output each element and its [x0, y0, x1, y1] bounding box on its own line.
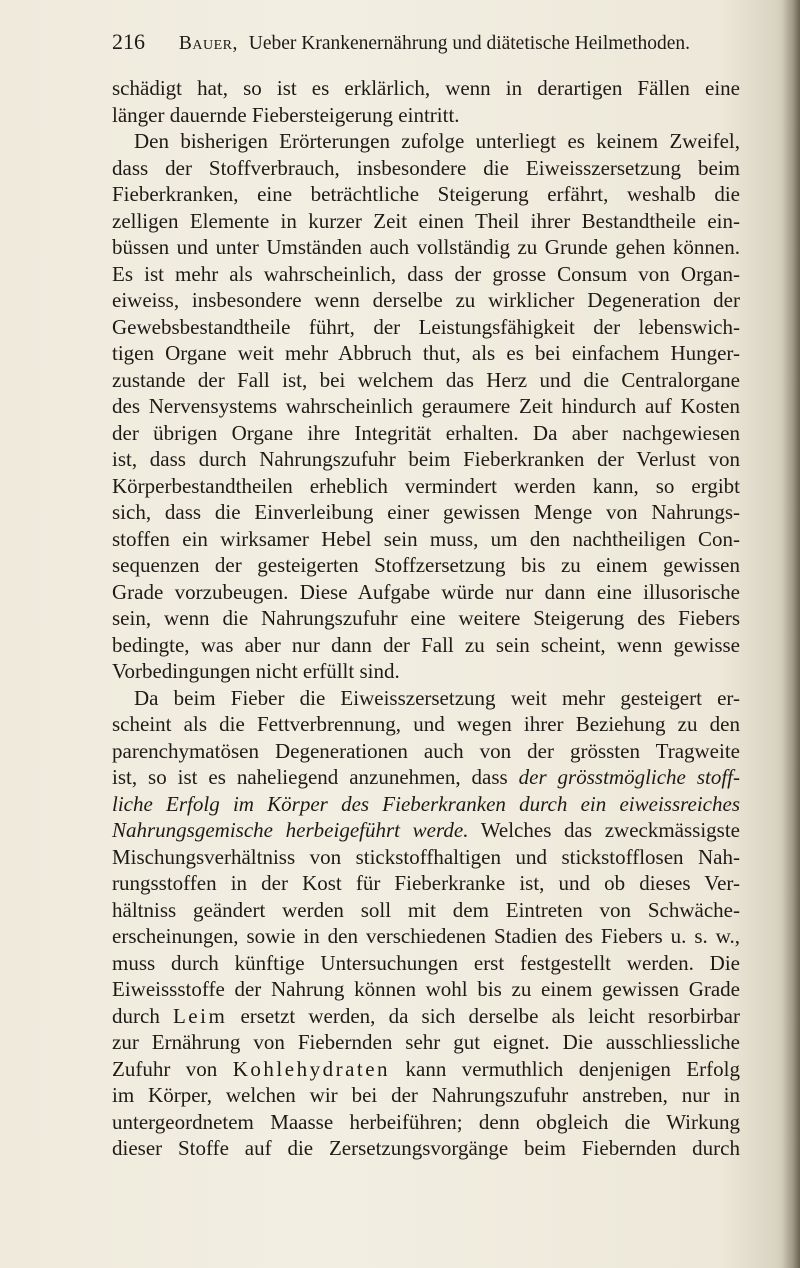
text-segment: hältniss geändert werden soll mit dem Eintreten von Schwäche- [112, 897, 740, 922]
text-segment: zur Ernährung von Fiebernden sehr gut eignet. Die ausschliessliche [112, 1030, 740, 1054]
text-line [112, 1135, 740, 1162]
text-segment: sequenzen der gesteigerten Stoffzersetzung bis zu einem gewissen [112, 553, 740, 577]
text-segment: zelligen Elemente in kurzer Zeit einen Theil ihrer Bestandtheile ein- [112, 208, 740, 233]
text-line [112, 393, 740, 420]
text-line [112, 897, 740, 924]
text-line [112, 367, 740, 394]
italic-text: liche Erfolg im Körper des Fieberkranken durch ein eiweissreiches [112, 791, 740, 816]
text-line [112, 75, 740, 102]
text-line [112, 261, 740, 288]
text-segment: scheint als die Fettverbrennung, und wegen ihrer Beziehung zu den [112, 712, 740, 736]
text-segment: tigen Organe weit mehr Abbruch thut, als es bei einfachem Hunger- [112, 341, 740, 365]
text-segment: bedingte, was aber nur dann der Fall zu sein scheint, wenn gewisse [112, 632, 740, 657]
text-line [112, 287, 740, 314]
text-line [112, 1003, 740, 1030]
text-segment: stoffen ein wirksamer Hebel sein muss, um den nachtheiligen Con- [112, 526, 740, 551]
body-text [112, 75, 740, 1162]
text-line [112, 314, 740, 341]
text-segment: untergeordnetem Maasse herbeiführen; denn obgleich die Wirkung [112, 1109, 740, 1134]
text-line [112, 208, 740, 235]
text-segment: Körperbestandtheilen erheblich vermindert werden kann, so ergibt [112, 473, 740, 498]
italic-text: Nahrungsgemische herbeigeführt werde. [112, 818, 469, 842]
text-line [112, 658, 740, 685]
text-line [112, 764, 740, 791]
text-segment: ist, dass durch Nahrungszufuhr beim Fieberkranken der Verlust von [112, 447, 740, 471]
text-line [112, 181, 740, 208]
text-segment: durch [112, 1003, 173, 1028]
text-line [112, 817, 740, 844]
text-line [112, 685, 740, 712]
text-segment: sich, dass die Einverleibung einer gewissen Menge von Nahrungs- [112, 500, 740, 524]
text-segment: zustande der Fall ist, bei welchem das Herz und die Centralorgane [112, 367, 740, 392]
text-segment: Da beim Fieber die Eiweisszersetzung weit mehr gesteigert er- [134, 685, 740, 710]
text-segment: parenchymatösen Degenerationen auch von der grössten Tragweite [112, 738, 740, 763]
text-line [112, 605, 740, 632]
spaced-text: Leim [172, 1003, 228, 1028]
text-segment: Fieberkranken, eine beträchtliche Steigerung erfährt, weshalb die [112, 182, 740, 206]
text-line [112, 579, 740, 606]
text-line [112, 552, 740, 579]
text-line [112, 844, 740, 871]
text-segment: Eiweissstoffe der Nahrung können wohl bis zu einem gewissen Grade [112, 977, 740, 1001]
text-segment: Gewebsbestandtheile führt, der Leistungsfähigkeit der lebenswich- [112, 314, 740, 339]
text-line [112, 128, 740, 155]
text-line [112, 923, 740, 950]
text-segment: büssen und unter Umständen auch vollständig zu Grunde gehen können. [112, 235, 740, 259]
text-line [112, 791, 740, 818]
text-segment: dass der Stoffverbrauch, insbesondere die Eiweisszersetzung beim [112, 155, 740, 180]
text-segment: Mischungsverhältniss von stickstoffhaltigen und stickstofflosen Nah- [112, 844, 740, 869]
text-segment: des Nervensystems wahrscheinlich geraumere Zeit hindurch auf Kosten [112, 394, 740, 418]
text-segment: Den bisherigen Erörterungen zufolge unterliegt es keinem Zweifel, [134, 129, 740, 153]
text-line [112, 870, 740, 897]
text-segment: Grade vorzubeugen. Diese Aufgabe würde nur dann eine illusorische [112, 579, 740, 604]
text-segment: dieser Stoffe auf die Zersetzungsvorgänge beim Fiebernden durch [112, 1136, 740, 1160]
text-line [112, 738, 740, 765]
text-segment: Es ist mehr als wahrscheinlich, dass der grosse Consum von Organ- [112, 261, 740, 286]
text-segment: Zufuhr von [112, 1056, 233, 1081]
text-line [112, 420, 740, 447]
text-segment: Welches das zweckmässigste [468, 818, 740, 842]
text-segment: länger dauernde Fiebersteigerung eintritt. [112, 102, 460, 127]
text-line [112, 340, 740, 367]
text-segment: ist, so ist es naheliegend anzunehmen, dass [112, 765, 519, 789]
italic-text: der grösstmögliche stoff- [518, 765, 740, 789]
text-segment: der übrigen Organe ihre Integrität erhalten. Da aber nachgewiesen [112, 420, 740, 445]
text-line [112, 234, 740, 261]
spaced-text: Kohlehydraten [232, 1056, 391, 1081]
text-segment: erscheinungen, sowie in den verschiedenen Stadien des Fiebers u. s. w., [112, 924, 740, 948]
text-segment: im Körper, welchen wir bei der Nahrungszufuhr anstreben, nur in [112, 1083, 740, 1107]
text-line [112, 102, 740, 129]
page-number: 216 [112, 29, 145, 54]
text-line [112, 499, 740, 526]
text-line [112, 473, 740, 500]
text-segment: sein, wenn die Nahrungszufuhr eine weitere Steigerung des Fiebers [112, 606, 740, 630]
text-segment: schädigt hat, so ist es erklärlich, wenn in derartigen Fällen eine [112, 76, 740, 100]
text-segment: muss durch künftige Untersuchungen erst festgestellt werden. Die [112, 950, 740, 975]
text-line [112, 1029, 740, 1056]
header-title: Ueber Krankenernährung und diätetische Heilmethoden. [248, 33, 691, 54]
running-header [112, 28, 752, 58]
text-line [112, 446, 740, 473]
text-line [112, 155, 740, 182]
header-author: Bauer, [178, 33, 238, 54]
text-segment: eiweiss, insbesondere wenn derselbe zu wirklicher Degeneration der [112, 288, 740, 312]
text-segment: ersetzt werden, da sich derselbe als leicht resorbirbar [227, 1003, 740, 1028]
text-line [112, 1109, 740, 1136]
text-segment: rungsstoffen in der Kost für Fieberkranke ist, und ob dieses Ver- [112, 871, 740, 895]
text-line [112, 1082, 740, 1109]
text-segment: Vorbedingungen nicht erfüllt sind. [112, 659, 400, 683]
text-segment: kann vermuthlich denjenigen Erfolg [390, 1056, 740, 1081]
text-line [112, 976, 740, 1003]
text-line [112, 711, 740, 738]
text-line [112, 1056, 740, 1083]
page-binding-edge [782, 0, 800, 1268]
text-line [112, 950, 740, 977]
text-line [112, 526, 740, 553]
text-line [112, 632, 740, 659]
